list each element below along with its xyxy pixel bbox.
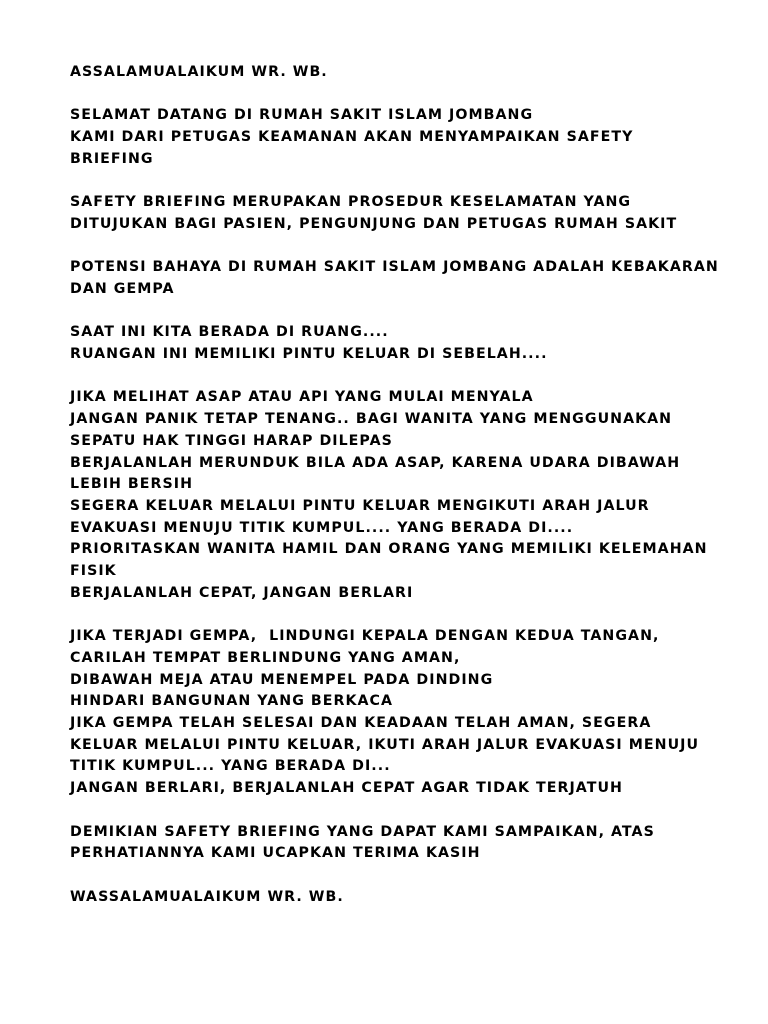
fire-procedure-paragraph <box>70 387 728 604</box>
welcome-paragraph <box>70 105 728 170</box>
text-line: SELAMAT DATANG DI RUMAH SAKIT ISLAM JOMBANG <box>70 107 534 124</box>
earthquake-procedure-paragraph <box>70 626 728 800</box>
hazard-paragraph <box>70 257 728 300</box>
text-line: JIKA TERJADI GEMPA, LINDUNGI KEPALA DENGAN KEDUA TANGAN, <box>70 628 660 645</box>
greeting-paragraph <box>70 62 728 84</box>
text-line: BRIEFING <box>70 150 154 167</box>
text-line: KELUAR MELALUI PINTU KELUAR, IKUTI ARAH JALUR EVAKUASI MENUJU <box>70 736 700 753</box>
text-line: SAAT INI KITA BERADA DI RUANG.... <box>70 324 389 341</box>
text-line: JANGAN BERLARI, BERJALANLAH CEPAT AGAR TIDAK TERJATUH <box>70 780 623 797</box>
closing-paragraph <box>70 822 728 865</box>
definition-paragraph <box>70 192 728 235</box>
text-line: JIKA MELIHAT ASAP ATAU API YANG MULAI MENYALA <box>70 389 534 406</box>
text-line: RUANGAN INI MEMILIKI PINTU KELUAR DI SEBELAH.... <box>70 346 548 363</box>
text-line: KAMI DARI PETUGAS KEAMANAN AKAN MENYAMPAIKAN SAFETY <box>70 129 634 146</box>
text-line: SEPATU HAK TINGGI HARAP DILEPAS <box>70 432 393 449</box>
farewell-paragraph <box>70 887 728 909</box>
text-line: POTENSI BAHAYA DI RUMAH SAKIT ISLAM JOMBANG ADALAH KEBAKARAN <box>70 259 719 276</box>
text-line: PRIORITASKAN WANITA HAMIL DAN ORANG YANG MEMILIKI KELEMAHAN <box>70 541 708 558</box>
text-line: WASSALAMUALAIKUM WR. WB. <box>70 888 344 905</box>
text-line: EVAKUASI MENUJU TITIK KUMPUL.... YANG BERADA DI.... <box>70 519 574 536</box>
text-line: FISIK <box>70 563 117 580</box>
text-line: SAFETY BRIEFING MERUPAKAN PROSEDUR KESELAMATAN YANG <box>70 194 632 211</box>
text-line: DAN GEMPA <box>70 280 175 297</box>
text-line: BERJALANLAH CEPAT, JANGAN BERLARI <box>70 584 414 601</box>
text-line: DITUJUKAN BAGI PASIEN, PENGUNJUNG DAN PETUGAS RUMAH SAKIT <box>70 215 678 232</box>
location-paragraph <box>70 322 728 365</box>
text-line: LEBIH BERSIH <box>70 476 194 493</box>
text-line: JANGAN PANIK TETAP TENANG.. BAGI WANITA YANG MENGGUNAKAN <box>70 411 673 428</box>
text-line: TITIK KUMPUL... YANG BERADA DI... <box>70 758 391 775</box>
text-line: BERJALANLAH MERUNDUK BILA ADA ASAP, KARENA UDARA DIBAWAH <box>70 454 681 471</box>
text-line: CARILAH TEMPAT BERLINDUNG YANG AMAN, <box>70 649 461 666</box>
text-line: ASSALAMUALAIKUM WR. WB. <box>70 64 328 80</box>
text-line: PERHATIANNYA KAMI UCAPKAN TERIMA KASIH <box>70 845 481 862</box>
text-line: DEMIKIAN SAFETY BRIEFING YANG DAPAT KAMI SAMPAIKAN, ATAS <box>70 823 655 840</box>
text-line: DIBAWAH MEJA ATAU MENEMPEL PADA DINDING <box>70 671 494 688</box>
text-line: HINDARI BANGUNAN YANG BERKACA <box>70 693 394 710</box>
text-line: JIKA GEMPA TELAH SELESAI DAN KEADAAN TELAH AMAN, SEGERA <box>70 715 652 731</box>
text-line: SEGERA KELUAR MELALUI PINTU KELUAR MENGIKUTI ARAH JALUR <box>70 497 650 514</box>
